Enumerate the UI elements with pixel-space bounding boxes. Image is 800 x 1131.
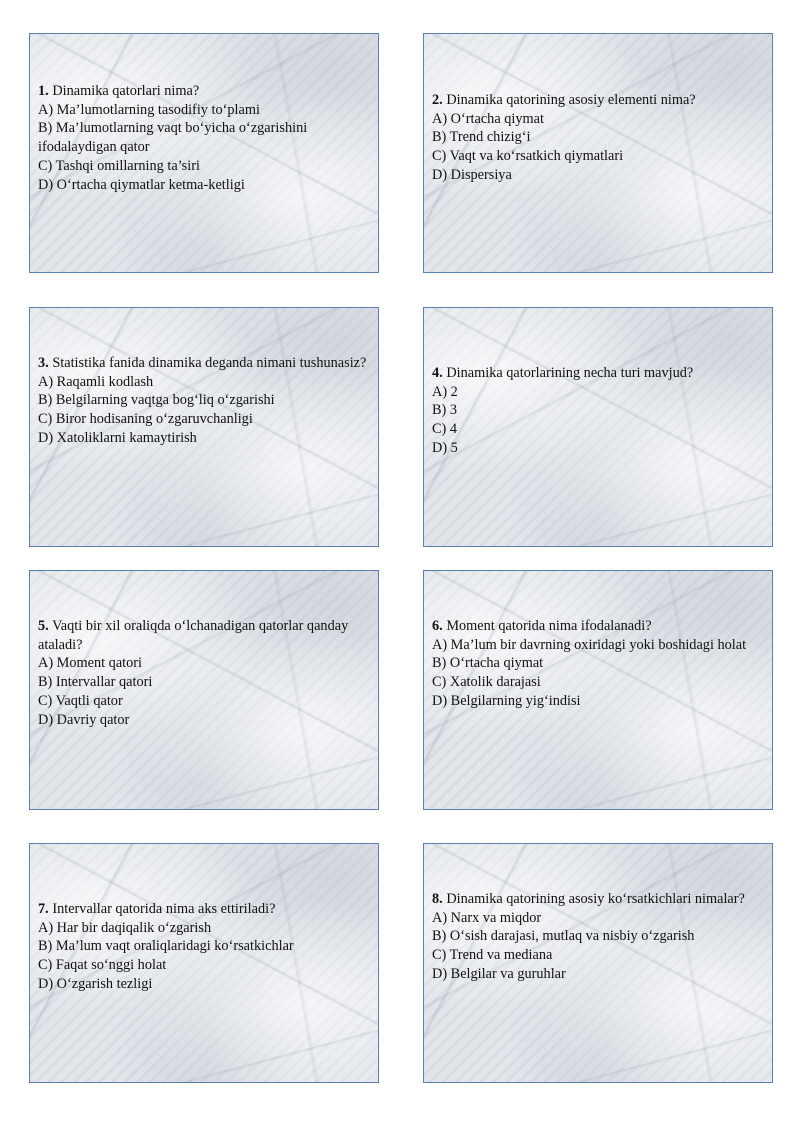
option-d: D) Belgilarning yig‘indisi bbox=[432, 692, 581, 709]
option-a: A) Ma’lum bir davrning oxiridagi yoki boshidagi holat bbox=[432, 636, 747, 653]
option-a: A) Har bir daqiqalik o‘zgarish bbox=[38, 919, 212, 936]
question-block bbox=[38, 617, 370, 729]
question-number: 2. bbox=[432, 92, 443, 108]
option-d: D) O‘rtacha qiymatlar ketma-ketligi bbox=[38, 176, 245, 193]
question-text bbox=[38, 900, 370, 919]
option-c: C) 4 bbox=[432, 421, 458, 438]
question-text bbox=[38, 354, 370, 373]
option-a: A) Ma’lumotlarning tasodifiy to‘plami bbox=[38, 101, 260, 118]
question-card-2 bbox=[423, 33, 773, 273]
question-block bbox=[432, 890, 764, 984]
question-label: Statistika fanida dinamika deganda nimani tushunasiz? bbox=[52, 355, 367, 371]
question-card-7 bbox=[29, 843, 379, 1083]
option-b: B) O‘rtacha qiymat bbox=[432, 655, 544, 672]
question-label: Dinamika qatorining asosiy elementi nima? bbox=[446, 92, 696, 108]
option-d: D) Dispersiya bbox=[432, 166, 512, 183]
option-c: C) Vaqt va ko‘rsatkich qiymatlari bbox=[432, 148, 624, 165]
option-d: D) Davriy qator bbox=[38, 711, 130, 728]
question-card-4 bbox=[423, 307, 773, 547]
question-number: 7. bbox=[38, 901, 49, 917]
question-number: 8. bbox=[432, 891, 443, 907]
question-text bbox=[432, 91, 764, 110]
question-text bbox=[432, 617, 764, 636]
option-a: A) Narx va miqdor bbox=[432, 909, 542, 926]
option-d: D) 5 bbox=[432, 439, 458, 456]
option-d: D) Xatoliklarni kamaytirish bbox=[38, 429, 197, 446]
option-b: B) Belgilarning vaqtga bog‘liq o‘zgarishi bbox=[38, 392, 275, 409]
option-b: B) O‘sish darajasi, mutlaq va nisbiy o‘zgarish bbox=[432, 928, 695, 945]
option-c: C) Xatolik darajasi bbox=[432, 674, 541, 691]
question-block bbox=[432, 91, 764, 185]
option-a: A) Raqamli kodlash bbox=[38, 373, 154, 390]
question-number: 3. bbox=[38, 355, 49, 371]
option-c: C) Tashqi omillarning ta’siri bbox=[38, 157, 200, 174]
question-block bbox=[432, 364, 764, 458]
option-b: B) Trend chizig‘i bbox=[432, 129, 531, 146]
question-card-8 bbox=[423, 843, 773, 1083]
question-number: 5. bbox=[38, 618, 49, 634]
option-a: A) Moment qatori bbox=[38, 655, 143, 672]
question-block bbox=[38, 900, 370, 994]
option-b: B) Ma’lum vaqt oraliqlaridagi ko‘rsatkichlar bbox=[38, 938, 294, 955]
question-label: Dinamika qatorining asosiy ko‘rsatkichlari nimalar? bbox=[446, 891, 745, 907]
question-label: Moment qatorida nima ifodalanadi? bbox=[446, 618, 652, 634]
question-number: 1. bbox=[38, 83, 49, 99]
question-number: 4. bbox=[432, 365, 443, 381]
question-block bbox=[432, 617, 764, 711]
option-b: B) Intervallar qatori bbox=[38, 674, 153, 691]
option-d: D) Belgilar va guruhlar bbox=[432, 965, 566, 982]
question-text bbox=[38, 82, 370, 101]
question-label: Dinamika qatorlarining necha turi mavjud? bbox=[446, 365, 694, 381]
option-c: C) Faqat so‘nggi holat bbox=[38, 957, 167, 974]
option-d: D) O‘zgarish tezligi bbox=[38, 975, 153, 992]
option-a: A) 2 bbox=[432, 383, 458, 400]
option-c: C) Biror hodisaning o‘zgaruvchanligi bbox=[38, 411, 253, 428]
question-card-1 bbox=[29, 33, 379, 273]
option-a: A) O‘rtacha qiymat bbox=[432, 110, 544, 127]
question-block bbox=[38, 354, 370, 448]
question-text bbox=[38, 617, 370, 654]
question-block bbox=[38, 82, 370, 194]
question-label: Intervallar qatorida nima aks ettiriladi? bbox=[52, 901, 276, 917]
question-card-6 bbox=[423, 570, 773, 810]
option-b: B) 3 bbox=[432, 402, 458, 419]
question-label: Dinamika qatorlari nima? bbox=[52, 83, 200, 99]
question-text bbox=[432, 890, 764, 909]
question-label: Vaqti bir xil oraliqda o‘lchanadigan qatorlar qanday ataladi? bbox=[38, 618, 349, 653]
question-number: 6. bbox=[432, 618, 443, 634]
question-text bbox=[432, 364, 764, 383]
question-card-5 bbox=[29, 570, 379, 810]
option-b: B) Ma’lumotlarning vaqt bo‘yicha o‘zgarishini ifodalaydigan qator bbox=[38, 120, 308, 156]
question-card-3 bbox=[29, 307, 379, 547]
option-c: C) Trend va mediana bbox=[432, 947, 553, 964]
option-c: C) Vaqtli qator bbox=[38, 692, 123, 709]
